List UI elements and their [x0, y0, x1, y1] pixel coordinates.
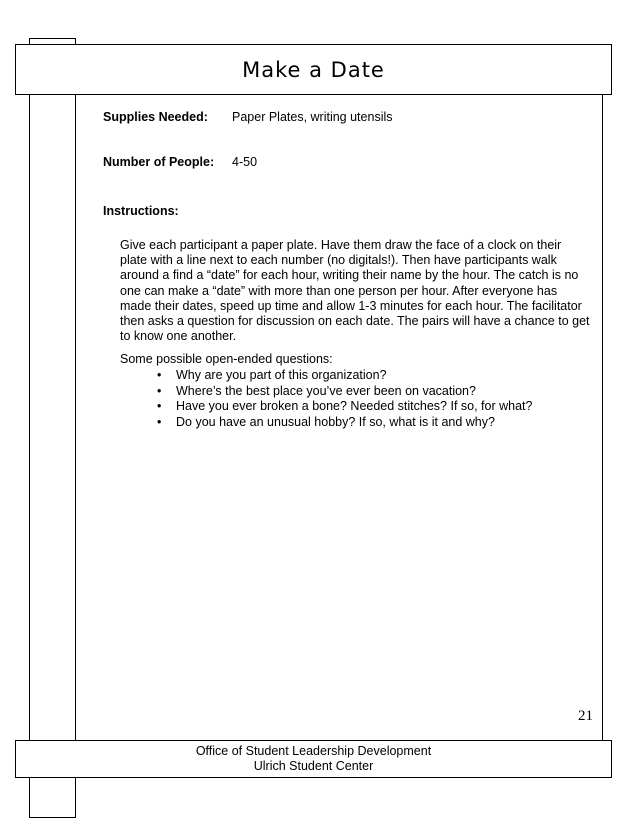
bullet-icon: •	[157, 368, 162, 382]
bullet-icon: •	[157, 399, 162, 413]
page-number: 21	[578, 708, 593, 724]
bullet-icon: •	[157, 383, 162, 398]
supplies-value: Paper Plates, writing utensils	[232, 110, 393, 124]
list-item	[157, 415, 532, 431]
footer-line-1: Office of Student Leadership Development	[195, 744, 432, 758]
question-text: Where’s the best place you’ve ever been on vacation?	[176, 383, 476, 398]
instructions-label: Instructions:	[103, 204, 179, 218]
frame-top-tab	[29, 38, 76, 39]
frame-left-outer	[29, 38, 30, 818]
question-text: Do you have an unusual hobby? If so, what is it and why?	[176, 414, 495, 429]
frame-left-inner	[75, 38, 76, 818]
questions-intro: Some possible open-ended questions:	[120, 352, 333, 366]
people-value: 4-50	[232, 155, 258, 169]
questions-list	[157, 368, 532, 430]
frame-right	[602, 95, 603, 740]
footer-line-2: Ulrich Student Center	[253, 759, 374, 773]
question-text: Why are you part of this organization?	[176, 368, 387, 382]
people-label: Number of People:	[103, 155, 215, 169]
footer	[15, 740, 612, 778]
bullet-icon: •	[157, 414, 162, 429]
frame-bottom-tab	[29, 817, 76, 818]
title-box	[15, 44, 612, 95]
instructions-body: Give each participant a paper plate. Have them draw the face of a clock on their plate with a line next to each number (no digitals!). Then have participants walk around a find a “date” for each hour, writing their name by the hour. The catch is no one can make a “date” with more than one person per hour. After everyone has made their dates, speed up time and allow 1-3 minutes for each hour. The facilitator then asks a question for discussion on each date. The pairs will have a chance to get to know one another.	[120, 238, 590, 344]
list-item	[157, 384, 532, 400]
page-title: Make a Date	[242, 57, 385, 82]
list-item	[157, 399, 532, 415]
question-text: Have you ever broken a bone? Needed stitches? If so, for what?	[176, 399, 533, 413]
supplies-label: Supplies Needed:	[103, 110, 208, 124]
list-item	[157, 368, 532, 384]
